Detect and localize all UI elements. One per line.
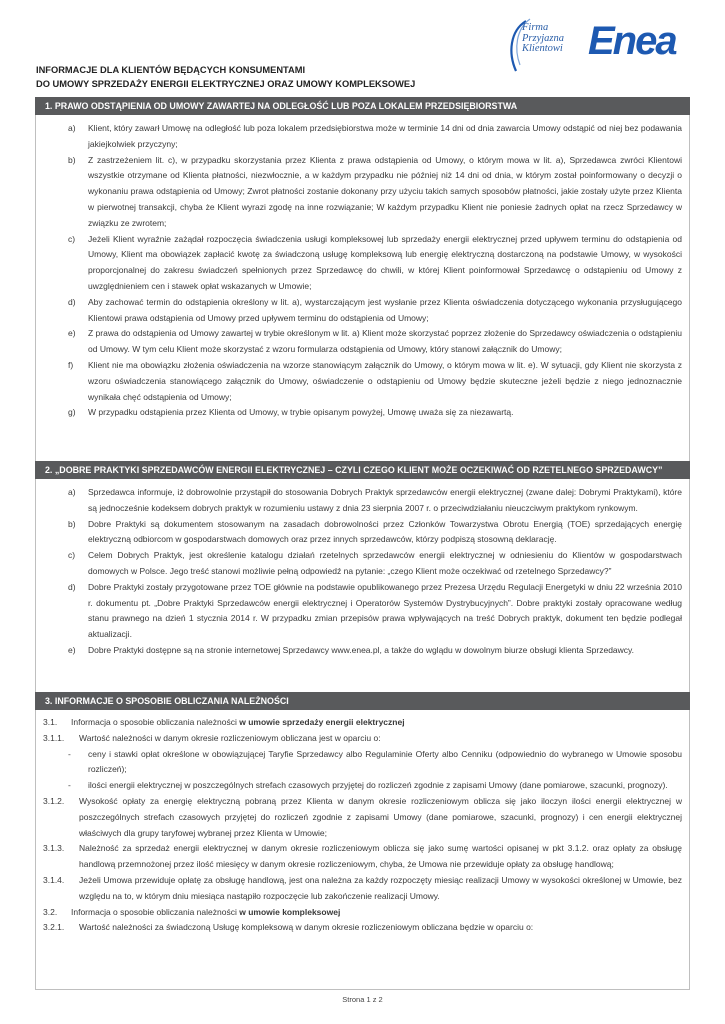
paragraph-3-1: 3.1. Informacja o sposobie obliczania należności w umowie sprzedaży energii elektrycznej <box>43 717 405 727</box>
section-3-content <box>35 715 690 936</box>
list-item: c) Jeżeli Klient wyraźnie zażądał rozpoczęcia świadczenia usługi kompleksowej lub sprzedaży energii elektrycznej przed upływem terminu do odstąpienia od Umowy, Klient ma obowiązek zapłacić kwotę za świadczoną usługę kompleksową lub energię elektryczną dostarczoną na podstawie Umowy, w wysokości proporcjonalnej do zakresu świadczeń spełnionych przez Sprzedawcę do chwili, w której Klient poinformował Sprzedawcę o odstąpieniu od Umowy z uwzględnieniem cen i stawek opłat wskazanych w Umowie; <box>68 233 682 291</box>
paragraph-3-1-1: 3.1.1. Wartość należności w danym okresie rozliczeniowym obliczana jest w oparciu o: <box>43 732 381 743</box>
paragraph-3-1-2: 3.1.2. Wysokość opłaty za energię elektryczną pobraną przez Klienta w danym okresie rozliczeniowym oblicza się jako iloczyn ilości energii elektrycznej w poszczególnych strefach czasowych przyjętej do rozliczeń zgodnie z zapisami Umowy (dane pomiarowe, szacunki, prognozy) i cen energii elektrycznej właściwych dla grupy taryfowej wybranej przez Klienta w Umowie; <box>43 795 682 838</box>
list-item: d) Dobre Praktyki zostały przygotowane przez TOE głównie na podstawie opublikowanego przez Prezesa Urzędu Regulacji Energetyki w dniu 22 września 2010 r. dokumentu pt. „Dobre Praktyki Sprzedawców energii elektrycznej i Operatorów Systemów Dystrybucyjnych”. Dobre praktyki zostały opracowane według stanu prawnego na dzień 1 stycznia 2014 r. W przypadku zmian przepisów prawa wpływających na treść Dobrych praktyk, dokument ten będzie podlegał aktualizacji. <box>68 581 682 640</box>
list-item: a) Klient, który zawarł Umowę na odległość lub poza lokalem przedsiębiorstwa może w terminie 14 dni od dnia zawarcia Umowy odstąpić od niej bez podawania jakiejkolwiek przyczyny; <box>68 123 682 149</box>
list-item: c) Celem Dobrych Praktyk, jest określenie katalogu działań rzetelnych sprzedawców energii elektrycznej w odniesieniu do Klientów w gospodarstwach domowych w Polsce. Jego treść stanowi możliwie pełną odpowiedź na pytanie: „czego Klient może oczekiwać od rzetelnego Sprzedawcy?” <box>68 550 682 576</box>
list-item: b) Dobre Praktyki są dokumentem stosowanym na zasadach dobrowolności przez Członków Towarzystwa Obrotu Energią (TOE) sprzedających energię elektryczną odbiorcom w gospodarstwach domowych oraz przez innych sprzedawców, którzy podpiszą stosowną deklarację. <box>68 518 682 545</box>
list-item: b) Z zastrzeżeniem lit. c), w przypadku skorzystania przez Klienta z prawa odstąpienia od Umowy, o którym mowa w lit. a), Sprzedawca zwróci Klientowi wszystkie otrzymane od Klienta płatności, niezwłocznie, a w każdym przypadku nie później niż 14 dni od dnia, w którym został poinformowany o decyzji o wykonaniu prawa odstąpienia od Umowy; Zwrot płatności zostanie dokonany przy użyciu takich samych sposobów płatności, jakie zostały użyte przez Klienta w pierwotnej transakcji, chyba że Klient wyrazi zgodę na inne rozwiązanie; W każdym przypadku Klient nie poniesie żadnych opłat na rzecz Sprzedawcy w związku ze zwrotem; <box>68 154 682 228</box>
logo-tagline: Firma Przyjazna Klientowi <box>522 22 564 54</box>
document-header <box>36 63 415 91</box>
section-3-title: 3. INFORMACJE O SPOSOBIE OBLICZANIA NALEŻNOŚCI <box>35 692 690 710</box>
logo-brand: Enea <box>588 19 676 63</box>
enea-logo <box>502 15 692 75</box>
paragraph-3-2-1: 3.2.1. Wartość należności za świadczoną Usługę kompleksową w danym okresie rozliczeniowym obliczana będzie w oparciu o: <box>43 922 534 933</box>
list-item: e) Z prawa do odstąpienia od Umowy zawartej w trybie określonym w lit. a) Klient może skorzystać poprzez złożenie do Sprzedawcy oświadczenia o odstąpieniu od Umowy. W tym celu Klient może skorzystać z wzoru formularza odstąpienia od Umowy, który stanowi załącznik do Umowy; <box>68 328 682 355</box>
section-1-title: 1. PRAWO ODSTĄPIENIA OD UMOWY ZAWARTEJ NA ODLEGŁOŚĆ LUB POZA LOKALEM PRZEDSIĘBIORSTWA <box>35 97 690 115</box>
list-item: - ilości energii elektrycznej w poszczególnych strefach czasowych przyjętej do rozliczeń zgodnie z zapisami Umowy (dane pomiarowe, szacunki, prognozy). <box>68 780 668 791</box>
list-item: g) W przypadku odstąpienia przez Klienta od Umowy, w trybie opisanym powyżej, Umowę uważa się za niezawartą. <box>68 407 514 418</box>
section-2-list <box>35 485 690 659</box>
section-1-list <box>35 121 690 421</box>
list-item: a) Sprzedawca informuje, iż dobrowolnie przystąpił do stosowania Dobrych Praktyk sprzedawców energii elektrycznej (zwane dalej: Dobrymi Praktykami), które są jednocześnie kodeksem dobrych praktyk w rozumieniu ustawy z dnia 23 sierpnia 2007 r. o przeciwdziałaniu nieuczciwym praktykom rynkowym. <box>68 487 682 513</box>
footer-divider <box>35 989 690 990</box>
paragraph-3-1-4: 3.1.4. Jeżeli Umowa przewiduje opłatę za obsługę handlową, jest ona należna za każdy rozpoczęty miesiąc realizacji Umowy w wysokości określonej w Umowie, bez względu na to, w którym dniu miesiąca nastąpiło rozpoczęcie lub zakończenie realizacji Umowy. <box>43 874 682 901</box>
list-item: f) Klient nie ma obowiązku złożenia oświadczenia na wzorze stanowiącym załącznik do Umowy, o którym mowa w lit. e). W sytuacji, gdy Klient nie skorzysta z wzoru oświadczenia stanowiącego załącznik do Umowy, oświadczenie o odstąpieniu od Umowy będzie skuteczne jeżeli będzie z niego jednoznacznie wynikała chęć odstąpienia od Umowy; <box>68 359 682 402</box>
page-number: Strona 1 z 2 <box>342 995 383 1004</box>
list-item: - ceny i stawki opłat określone w obowiązującej Taryfie Sprzedawcy albo Regulaminie Oferty albo Cenniku (odpowiednio do wybranego w Umowie sposobu rozliczeń); <box>68 748 682 775</box>
paragraph-3-1-3: 3.1.3. Należność za sprzedaż energii elektrycznej w danym okresie rozliczeniowym oblicza się jako sumę wartości opisanej w pkt 3.1.2. oraz opłaty za obsługę handlową przemnożonej przez ilość miesięcy w danym okresie rozliczeniowym, chyba, że Umowa nie przewiduje opłaty za obsługę handlową; <box>43 843 682 870</box>
header-line-1: INFORMACJE DLA KLIENTÓW BĘDĄCYCH KONSUMENTAMI <box>36 65 306 75</box>
list-item: d) Aby zachować termin do odstąpienia określony w lit. a), wystarczającym jest wysłanie przez Klienta oświadczenia dotyczącego wykonania przysługującego Klientowi prawa odstąpienia od Umowy przed upływem terminu do odstąpienia od Umowy; <box>68 296 682 323</box>
header-line-2: DO UMOWY SPRZEDAŻY ENERGII ELEKTRYCZNEJ ORAZ UMOWY KOMPLEKSOWEJ <box>36 79 416 89</box>
list-item: e) Dobre Praktyki dostępne są na stronie internetowej Sprzedawcy www.enea.pl, a także do wglądu w dowolnym biurze obsługi klienta Sprzedawcy. <box>68 644 635 655</box>
paragraph-3-2: 3.2. Informacja o sposobie obliczania należności w umowie kompleksowej <box>43 906 341 917</box>
section-2-title: 2. „DOBRE PRAKTYKI SPRZEDAWCÓW ENERGII ELEKTRYCZNEJ – CZYLI CZEGO KLIENT MOŻE OCZEKIWAĆ OD RZETELNEGO SPRZEDAWCY” <box>35 461 690 479</box>
